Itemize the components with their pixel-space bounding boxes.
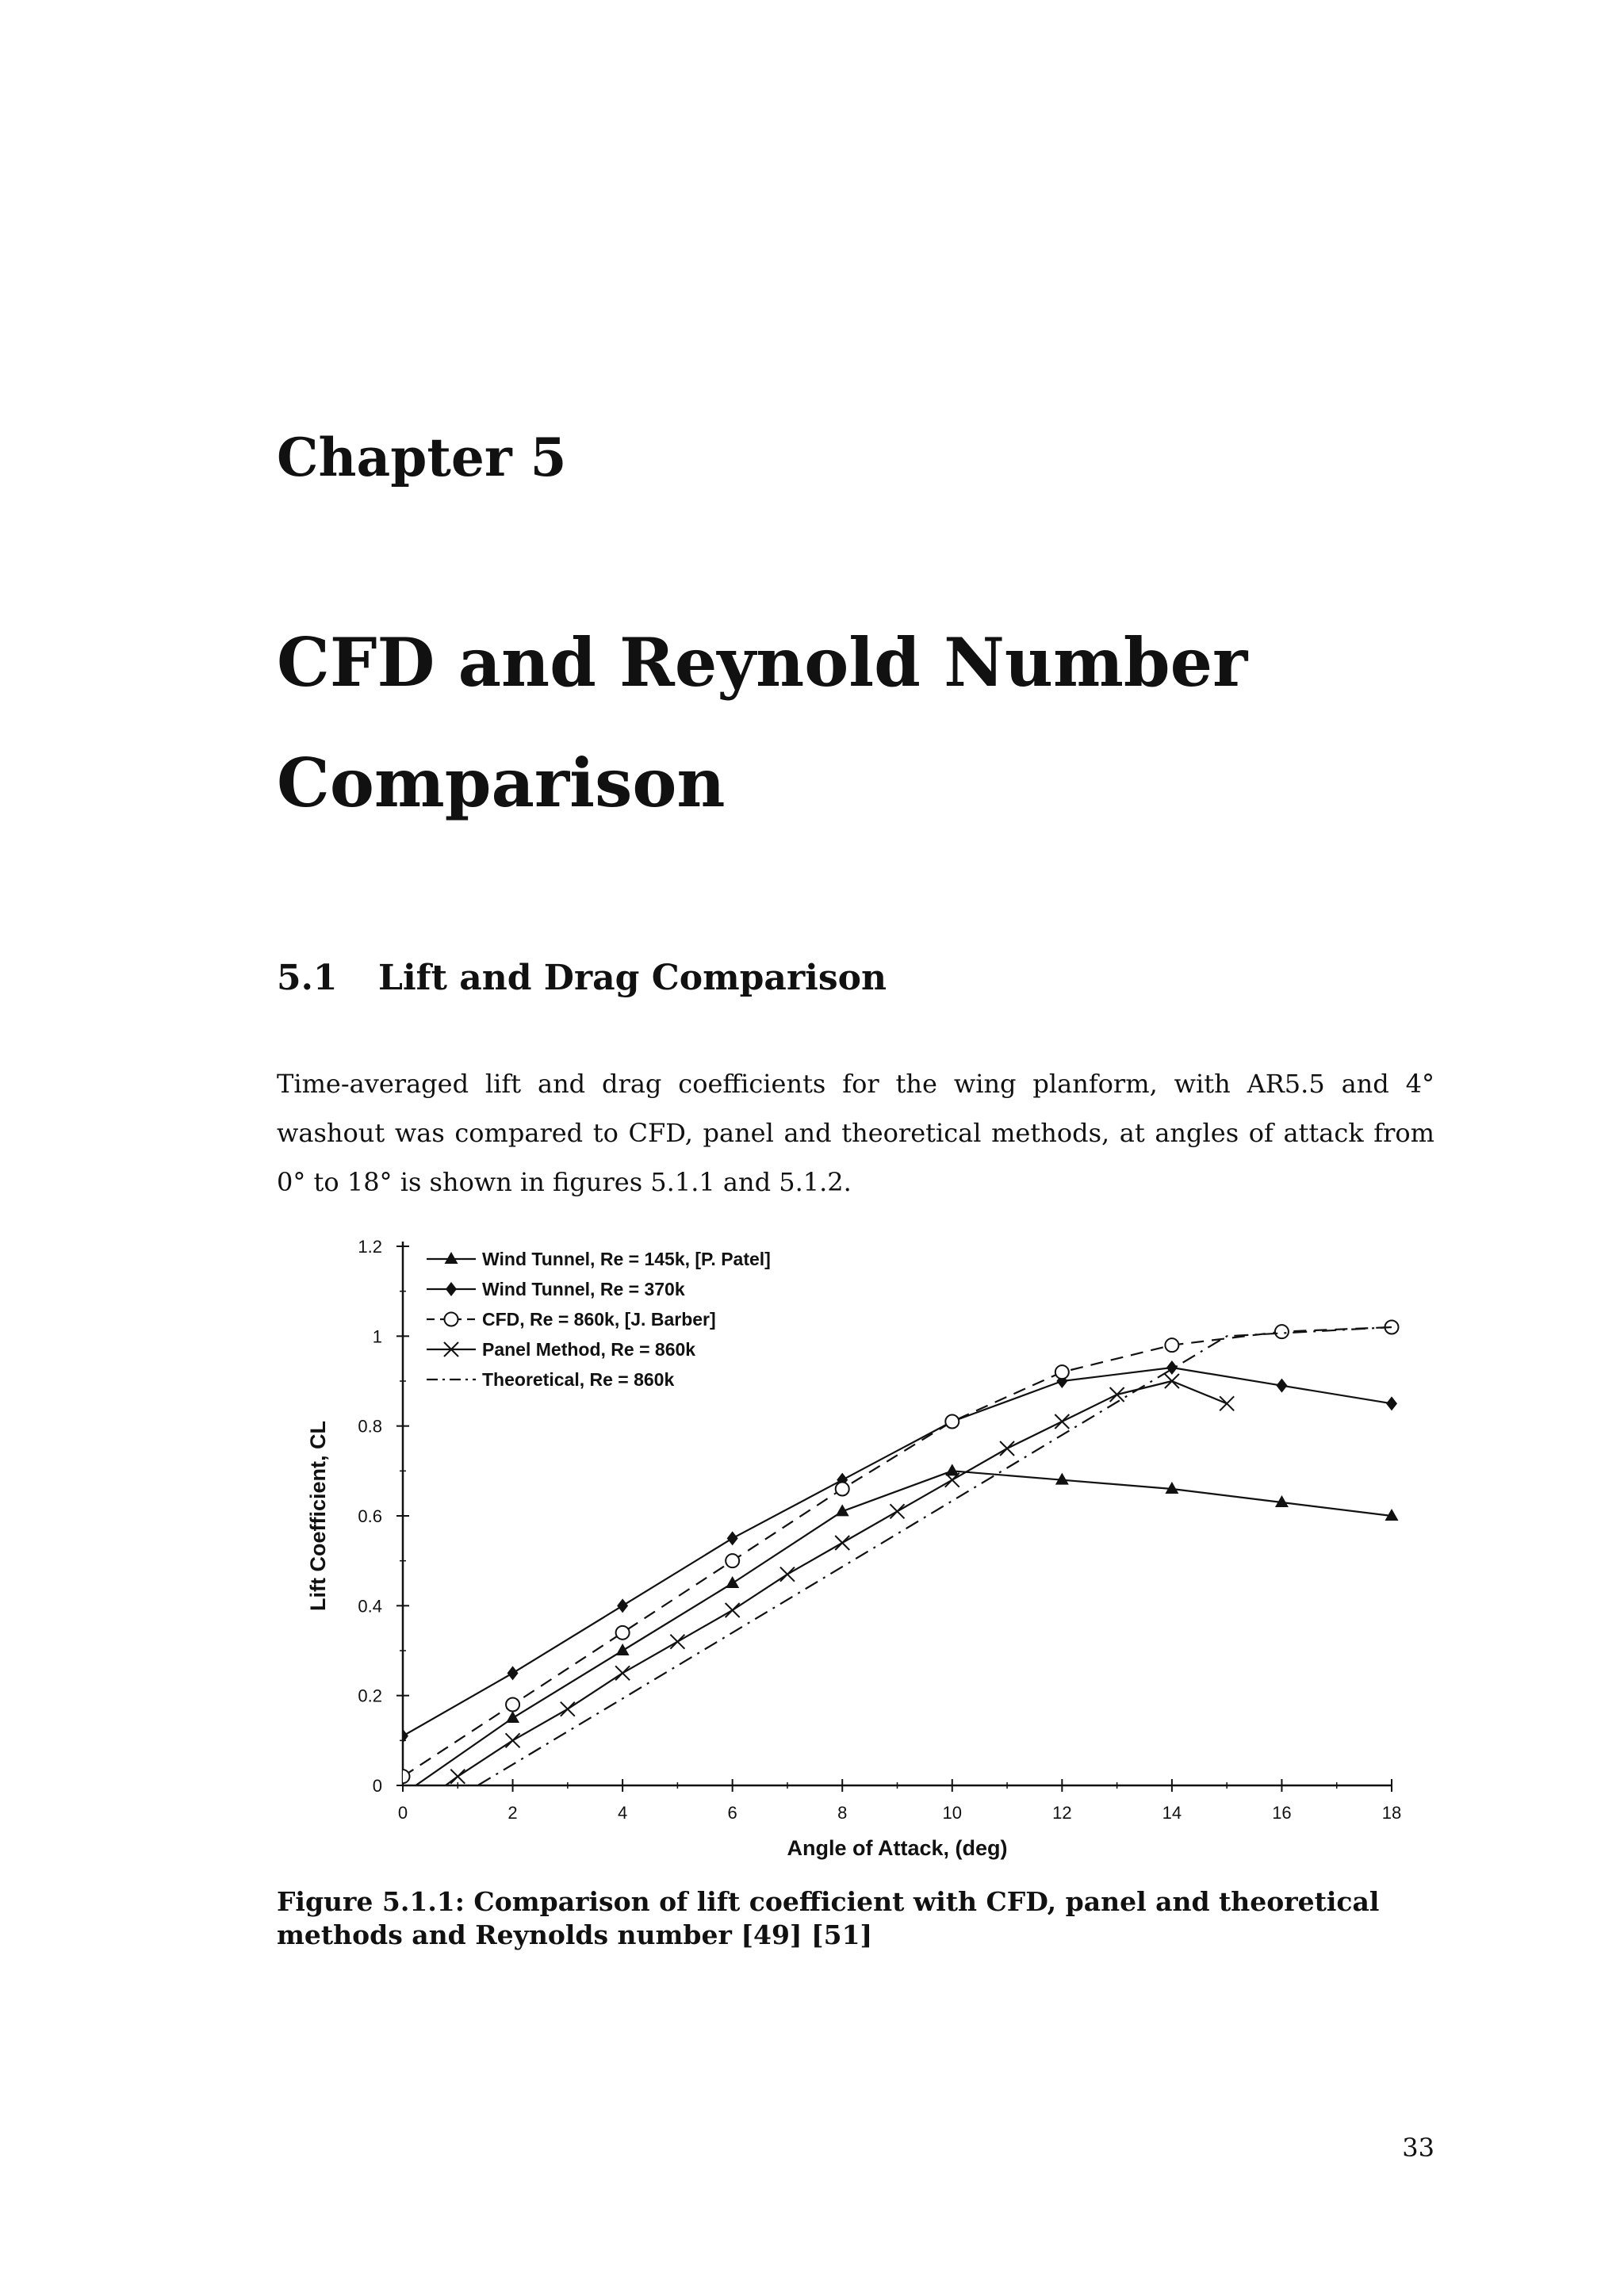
y-axis-label: Lift Coefficient, CL bbox=[306, 1421, 330, 1611]
lift-coefficient-chart bbox=[293, 1213, 1419, 1863]
series-line bbox=[403, 1381, 1227, 1817]
diamond-marker bbox=[446, 1282, 457, 1296]
section-title: Lift and Drag Comparison bbox=[378, 958, 887, 998]
circle-marker bbox=[836, 1483, 849, 1496]
y-tick-label: 1 bbox=[372, 1326, 382, 1347]
legend-label: CFD, Re = 860k, [J. Barber] bbox=[482, 1309, 716, 1330]
legend-label: Wind Tunnel, Re = 145k, [P. Patel] bbox=[482, 1249, 771, 1269]
figure-caption: Figure 5.1.1: Comparison of lift coefficient with CFD, panel and theoretical methods and Reynolds number [49] [51] bbox=[277, 1886, 1380, 1950]
circle-marker bbox=[445, 1313, 458, 1326]
series-2 bbox=[397, 1360, 1397, 1743]
legend-label: Panel Method, Re = 860k bbox=[482, 1339, 696, 1360]
triangle-marker bbox=[616, 1644, 630, 1655]
diamond-marker bbox=[508, 1666, 519, 1680]
section-number: 5.1 bbox=[277, 958, 338, 998]
circle-marker bbox=[726, 1554, 739, 1567]
diamond-marker bbox=[617, 1598, 628, 1613]
x-tick-label: 14 bbox=[1162, 1803, 1182, 1823]
figure-lift-coefficient bbox=[293, 1213, 1419, 1863]
x-tick-label: 4 bbox=[617, 1803, 628, 1823]
x-tick-label: 6 bbox=[727, 1803, 737, 1823]
x-axis-label: Angle of Attack, (deg) bbox=[787, 1836, 1008, 1860]
x-tick-label: 0 bbox=[397, 1803, 408, 1823]
series-5 bbox=[403, 1327, 1392, 1831]
body-paragraph: Time-averaged lift and drag coefficients for the wing planform, with AR5.5 and 4° washout was compared to CFD, panel and theoretical methods, at angles of attack from 0° to 18° is shown in figures 5.1.1 and 5.1.2. bbox=[277, 1069, 1434, 1197]
y-tick-label: 0.8 bbox=[358, 1416, 382, 1437]
y-tick-label: 0.2 bbox=[358, 1686, 382, 1706]
diamond-marker bbox=[1386, 1396, 1397, 1410]
series-line bbox=[403, 1471, 1392, 1794]
diamond-marker bbox=[727, 1531, 738, 1545]
legend-label: Wind Tunnel, Re = 370k bbox=[482, 1279, 685, 1299]
x-tick-label: 8 bbox=[837, 1803, 848, 1823]
triangle-marker bbox=[945, 1464, 959, 1475]
diamond-marker bbox=[397, 1729, 408, 1743]
x-tick-label: 18 bbox=[1381, 1803, 1402, 1823]
series-4 bbox=[403, 1374, 1234, 1817]
section-heading bbox=[277, 958, 887, 998]
circle-marker bbox=[1165, 1338, 1178, 1352]
series-1 bbox=[403, 1464, 1399, 1794]
triangle-marker bbox=[445, 1252, 458, 1264]
y-tick-label: 0 bbox=[372, 1776, 382, 1796]
diamond-marker bbox=[1276, 1379, 1287, 1393]
y-tick-label: 1.2 bbox=[358, 1237, 382, 1257]
x-tick-label: 12 bbox=[1052, 1803, 1072, 1823]
circle-marker bbox=[616, 1626, 630, 1640]
triangle-marker bbox=[726, 1576, 739, 1588]
circle-marker bbox=[506, 1698, 519, 1712]
circle-marker bbox=[1275, 1325, 1289, 1338]
circle-marker bbox=[1055, 1365, 1069, 1379]
legend-label: Theoretical, Re = 860k bbox=[482, 1369, 675, 1390]
x-tick-label: 10 bbox=[942, 1803, 963, 1823]
circle-marker bbox=[945, 1415, 959, 1429]
x-tick-label: 16 bbox=[1272, 1803, 1292, 1823]
series-line bbox=[403, 1368, 1392, 1736]
triangle-marker bbox=[506, 1711, 519, 1723]
chapter-title: CFD and Reynold Number Comparison bbox=[277, 623, 1248, 822]
series-line bbox=[403, 1327, 1392, 1831]
y-tick-label: 0.6 bbox=[358, 1506, 382, 1526]
circle-marker bbox=[396, 1770, 410, 1783]
series-line bbox=[403, 1327, 1392, 1777]
y-tick-label: 0.4 bbox=[358, 1596, 382, 1617]
x-tick-label: 2 bbox=[508, 1803, 518, 1823]
chapter-label: Chapter 5 bbox=[277, 427, 567, 488]
page-number: 33 bbox=[1402, 2133, 1434, 2163]
series-3 bbox=[396, 1321, 1399, 1784]
